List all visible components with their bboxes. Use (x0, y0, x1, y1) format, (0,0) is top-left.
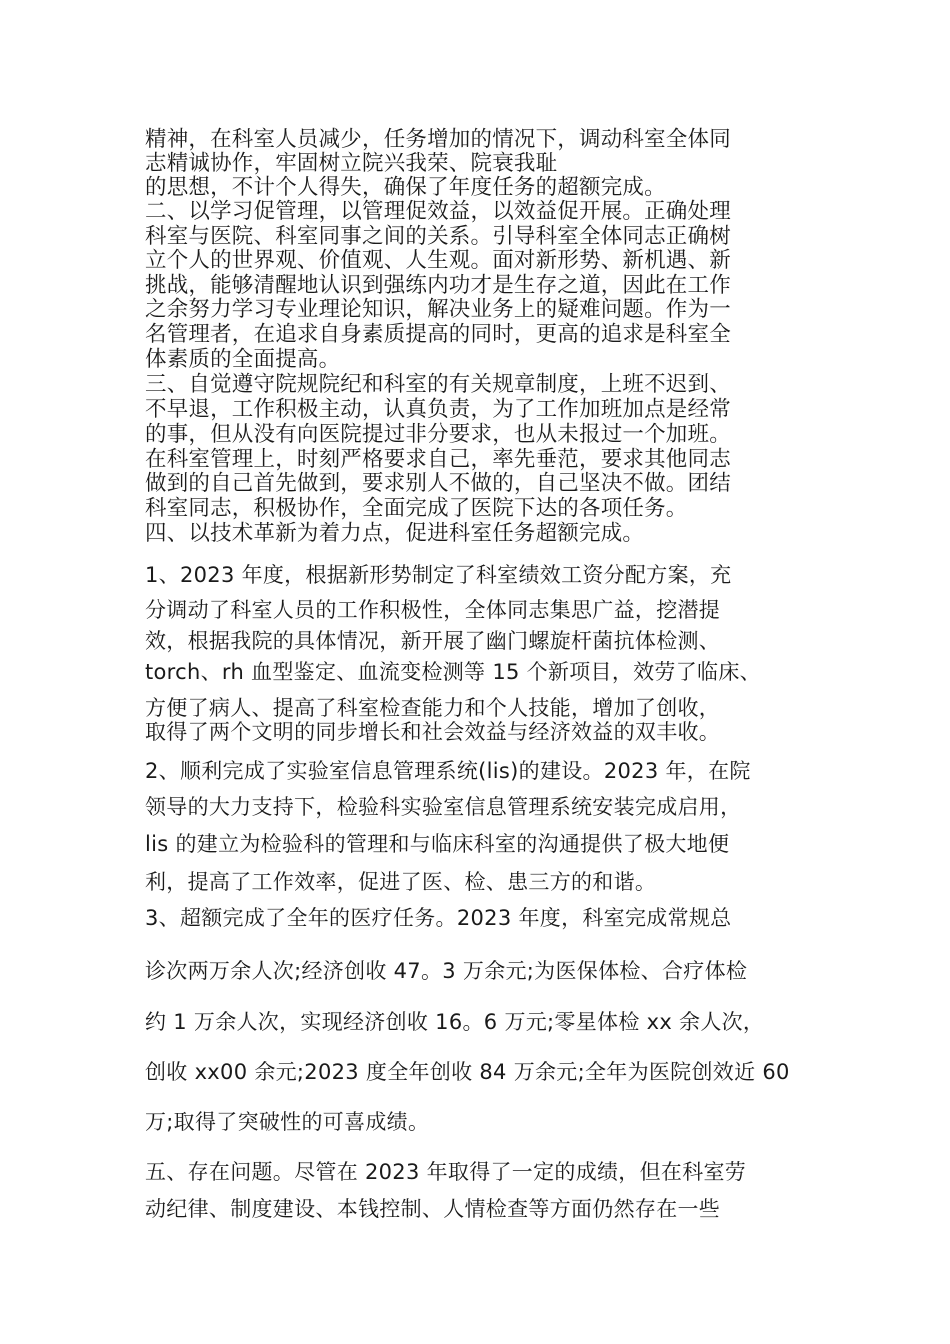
paragraph-line: 四、以技术革新为着力点，促进科室任务超额完成。 (145, 521, 645, 546)
paragraph-line: 动纪律、制度建设、本钱控制、人情检查等方面仍然存在一些 (145, 1197, 721, 1221)
paragraph-line: 取得了两个文明的同步增长和社会效益与经济效益的双丰收。 (145, 720, 721, 744)
paragraph-line: 挑战，能够清醒地认识到强练内功才是生存之道，因此在工作 (145, 273, 731, 298)
paragraph-line: 精神，在科室人员减少，任务增加的情况下，调动科室全体同 (145, 127, 731, 152)
paragraph-line: 科室同志，积极协作，全面完成了医院下达的各项任务。 (145, 496, 688, 521)
paragraph-line: 诊次两万余人次;经济创收 47。3 万余元;为医保体检、合疗体检 (145, 959, 748, 983)
paragraph-line: 志精诚协作，牢固树立院兴我荣、院衰我耻 (145, 151, 558, 176)
paragraph-line: 立个人的世界观、价值观、人生观。面对新形势、新机遇、新 (145, 248, 731, 273)
paragraph-line: 名管理者，在追求自身素质提高的同时，更高的追求是科室全 (145, 322, 731, 347)
paragraph-line: 三、自觉遵守院规院纪和科室的有关规章制度，上班不迟到、 (145, 372, 731, 397)
paragraph-line: 2、顺利完成了实验室信息管理系统(lis)的建设。2023 年，在院 (145, 759, 751, 783)
paragraph-line: 利，提高了工作效率，促进了医、检、患三方的和谐。 (145, 870, 657, 894)
paragraph-line: 领导的大力支持下，检验科实验室信息管理系统安装完成启用， (145, 795, 742, 819)
paragraph-line: torch、rh 血型鉴定、血流变检测等 15 个新项目，效劳了临床、 (145, 660, 761, 684)
paragraph-line: 方便了病人、提高了科室检查能力和个人技能，增加了创收， (145, 696, 721, 720)
paragraph-line: 在科室管理上，时刻严格要求自己，率先垂范，要求其他同志 (145, 447, 731, 472)
paragraph-line: 1、2023 年度，根据新形势制定了科室绩效工资分配方案，充 (145, 563, 732, 587)
paragraph-line: 创收 xx00 余元;2023 度全年创收 84 万余元;全年为医院创效近 60 (145, 1060, 790, 1084)
paragraph-line: lis 的建立为检验科的管理和与临床科室的沟通提供了极大地便 (145, 832, 730, 856)
paragraph-line: 之余努力学习专业理论知识，解决业务上的疑难问题。作为一 (145, 297, 731, 322)
paragraph-line: 3、超额完成了全年的医疗任务。2023 年度，科室完成常规总 (145, 906, 732, 930)
paragraph-line: 万;取得了突破性的可喜成绩。 (145, 1110, 430, 1134)
paragraph-line: 分调动了科室人员的工作积极性，全体同志集思广益，挖潜提 (145, 598, 721, 622)
paragraph-line: 约 1 万余人次，实现经济创收 16。6 万元;零星体检 xx 余人次， (145, 1010, 765, 1034)
paragraph-line: 的思想，不计个人得失，确保了年度任务的超额完成。 (145, 175, 666, 200)
paragraph-line: 不早退，工作积极主动，认真负责，为了工作加班加点是经常 (145, 397, 731, 422)
paragraph-line: 五、存在问题。尽管在 2023 年取得了一定的成绩，但在科室劳 (145, 1160, 747, 1184)
paragraph-line: 二、以学习促管理，以管理促效益，以效益促开展。正确处理 (145, 199, 731, 224)
paragraph-line: 的事，但从没有向医院提过非分要求，也从未报过一个加班。 (145, 422, 731, 447)
paragraph-line: 做到的自己首先做到，要求别人不做的，自己坚决不做。团结 (145, 471, 731, 496)
paragraph-line: 体素质的全面提高。 (145, 347, 341, 372)
paragraph-line: 效，根据我院的具体情况，新开展了幽门螺旋杆菌抗体检测、 (145, 629, 721, 653)
paragraph-line: 科室与医院、科室同事之间的关系。引导科室全体同志正确树 (145, 224, 731, 249)
